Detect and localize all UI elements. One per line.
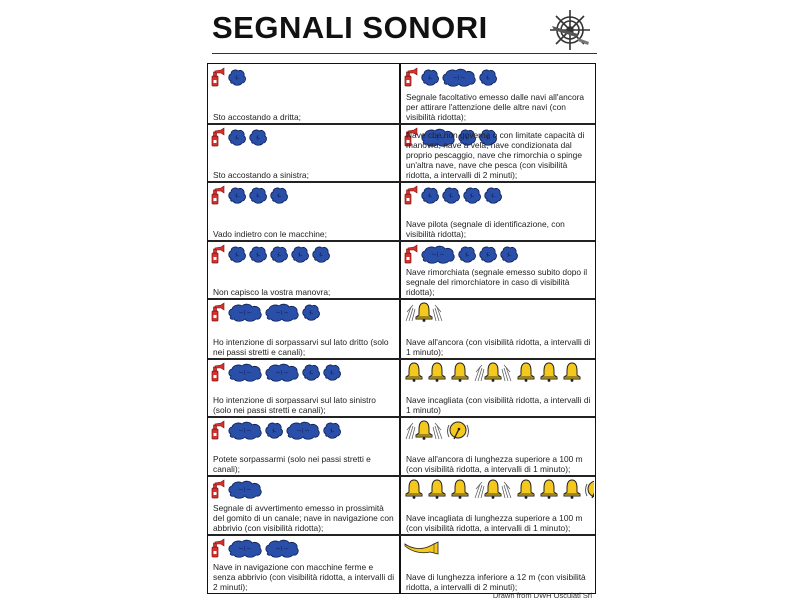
signal-description: Sto accostando a dritta; (213, 112, 301, 122)
signal-icons (404, 302, 444, 322)
rapid-ringing-bell-icon (473, 478, 513, 500)
short-blast-cloud-icon (228, 246, 246, 263)
short-blast-cloud-icon (323, 364, 341, 381)
signal-cell (401, 241, 594, 299)
horn-icon (211, 479, 225, 499)
sound-signals-table (207, 63, 596, 594)
signal-icons (211, 127, 267, 147)
short-blast-cloud-icon (265, 422, 283, 439)
horn-icon (211, 185, 225, 205)
signal-description: Segnale di avvertimento emesso in prossimità del gomito di un canale; nave in navigazione con abbrivio (con visibilità ridotta); (213, 503, 394, 533)
long-blast-cloud-icon (421, 245, 455, 264)
signal-icons (211, 479, 262, 499)
horn-icon (404, 67, 418, 87)
signal-icons (404, 67, 497, 87)
signal-icons (211, 420, 341, 440)
bell-icon (539, 479, 559, 499)
short-blast-cloud-icon (302, 364, 320, 381)
signal-description: Segnale facoltativo emesso dalle navi all'ancora per attirare l'attenzione delle altre navi (con visibilità ridotta); (406, 92, 585, 122)
signal-description: Potete sorpassarmi (solo nei passi stretti e canali); (213, 454, 371, 474)
rapid-ringing-bell-icon (473, 361, 513, 383)
signal-cell (401, 476, 594, 535)
short-blast-cloud-icon (463, 187, 481, 204)
signal-icons (404, 185, 502, 205)
bell-icon (539, 362, 559, 382)
horn-icon (404, 244, 418, 264)
short-blast-cloud-icon (421, 187, 439, 204)
short-blast-cloud-icon (228, 69, 246, 86)
rapid-ringing-bell-icon (404, 419, 444, 441)
signal-icons (404, 479, 594, 499)
page-title: SEGNALI SONORI (212, 10, 488, 45)
horn-icon (211, 302, 225, 322)
short-blast-cloud-icon (228, 187, 246, 204)
signal-cell (401, 417, 594, 476)
horn-icon (211, 67, 225, 87)
short-blast-cloud-icon (479, 246, 497, 263)
horn-icon (211, 127, 225, 147)
signal-cell (401, 182, 594, 241)
bell-icon (516, 479, 536, 499)
short-blast-cloud-icon (291, 246, 309, 263)
short-blast-cloud-icon (442, 187, 460, 204)
signal-cell (208, 124, 399, 182)
signal-icons (211, 185, 288, 205)
long-blast-cloud-icon (442, 68, 476, 87)
long-blast-cloud-icon (265, 303, 299, 322)
short-blast-cloud-icon (458, 246, 476, 263)
signal-description: Vado indietro con le macchine; (213, 229, 327, 239)
signal-cell (208, 241, 399, 299)
long-blast-cloud-icon (228, 421, 262, 440)
ship-wheel-icon (548, 8, 592, 52)
bell-icon (562, 479, 582, 499)
short-blast-cloud-icon (302, 304, 320, 321)
long-blast-cloud-icon (228, 480, 262, 499)
short-blast-cloud-icon (323, 422, 341, 439)
signal-description: Sto accostando a sinistra; (213, 170, 309, 180)
fog-horn-icon (404, 540, 440, 556)
signal-icons (211, 67, 246, 87)
signal-icons (211, 538, 299, 558)
signal-icons (404, 420, 469, 440)
rapid-ringing-bell-icon (404, 301, 444, 323)
short-blast-cloud-icon (249, 129, 267, 146)
long-blast-cloud-icon (286, 421, 320, 440)
signal-cell (208, 476, 399, 535)
bell-icon (427, 479, 447, 499)
signal-icons (404, 244, 518, 264)
horn-icon (211, 538, 225, 558)
signal-cell (208, 535, 399, 594)
signal-description: Nave di lunghezza inferiore a 12 m (con visibilità ridotta, a intervalli di 2 minuti); (406, 572, 586, 592)
bell-icon (450, 362, 470, 382)
short-blast-cloud-icon (421, 69, 439, 86)
long-blast-cloud-icon (228, 303, 262, 322)
horn-icon (211, 244, 225, 264)
signal-cell (401, 359, 594, 417)
signal-cell (401, 535, 594, 594)
long-blast-cloud-icon (265, 363, 299, 382)
signal-description: Ho intenzione di sorpassarvi sul lato sinistro (solo nei passi stretti e canali); (213, 395, 376, 415)
signal-description: Nave che non governa o con limitate capacità di manovra, nave a vela, nave condizionata dal proprio pescaggio, nave che rimorchia o spinge un'altra nave, nave che pesca (con visibilità ridotta, a intervalli di 2 minuti); (406, 130, 585, 180)
signal-cell (401, 64, 594, 124)
signal-description: Nave all'ancora (con visibilità ridotta, a intervalli di 1 minuto); (406, 337, 591, 357)
signal-cell (208, 417, 399, 476)
signal-description: Nave rimorchiata (segnale emesso subito dopo il segnale del rimorchiatore in caso di visibilità ridotta); (406, 267, 588, 297)
short-blast-cloud-icon (312, 246, 330, 263)
bell-icon (516, 362, 536, 382)
signal-cell (208, 359, 399, 417)
bell-icon (404, 479, 424, 499)
horn-icon (211, 420, 225, 440)
bell-icon (427, 362, 447, 382)
signal-cell (208, 64, 399, 124)
title-underline (212, 53, 597, 54)
short-blast-cloud-icon (484, 187, 502, 204)
signal-icons (404, 362, 582, 382)
short-blast-cloud-icon (249, 187, 267, 204)
signal-cell (401, 299, 594, 359)
horn-icon (404, 185, 418, 205)
short-blast-cloud-icon (270, 187, 288, 204)
signal-description: Non capisco la vostra manovra; (213, 287, 331, 297)
short-blast-cloud-icon (228, 129, 246, 146)
signal-description: Nave in navigazione con macchine ferme e senza abbrivio (con visibilità ridotta, a intervalli di 2 minuti); (213, 562, 395, 592)
signal-description: Nave incagliata (con visibilità ridotta, a intervalli di 1 minuto) (406, 395, 591, 415)
gong-icon (447, 419, 469, 441)
signal-cell (208, 299, 399, 359)
signal-description: Nave incagliata di lunghezza superiore a 100 m (con visibilità ridotta, a intervalli di 1 minuto); (406, 513, 583, 533)
short-blast-cloud-icon (249, 246, 267, 263)
long-blast-cloud-icon (265, 539, 299, 558)
horn-icon (211, 362, 225, 382)
short-blast-cloud-icon (500, 246, 518, 263)
signal-description: Ho intenzione di sorpassarvi sul lato dritto (solo nei passi stretti e canali); (213, 337, 389, 357)
signal-icons (211, 244, 330, 264)
gong-icon (585, 478, 594, 500)
signal-icons (404, 538, 440, 558)
bell-icon (450, 479, 470, 499)
signal-description: Nave pilota (segnale di identificazione, con visibilità ridotta); (406, 219, 565, 239)
short-blast-cloud-icon (270, 246, 288, 263)
long-blast-cloud-icon (228, 363, 262, 382)
signal-cell (401, 124, 594, 182)
credit-text: Drawn from DWH Osculati Srl (492, 591, 592, 600)
signal-icons (211, 302, 320, 322)
bell-icon (404, 362, 424, 382)
signal-icons (211, 362, 341, 382)
signal-description: Nave all'ancora di lunghezza superiore a 100 m (con visibilità ridotta, a intervalli di 1 minuto); (406, 454, 583, 474)
bell-icon (562, 362, 582, 382)
signal-cell (208, 182, 399, 241)
long-blast-cloud-icon (228, 539, 262, 558)
short-blast-cloud-icon (479, 69, 497, 86)
